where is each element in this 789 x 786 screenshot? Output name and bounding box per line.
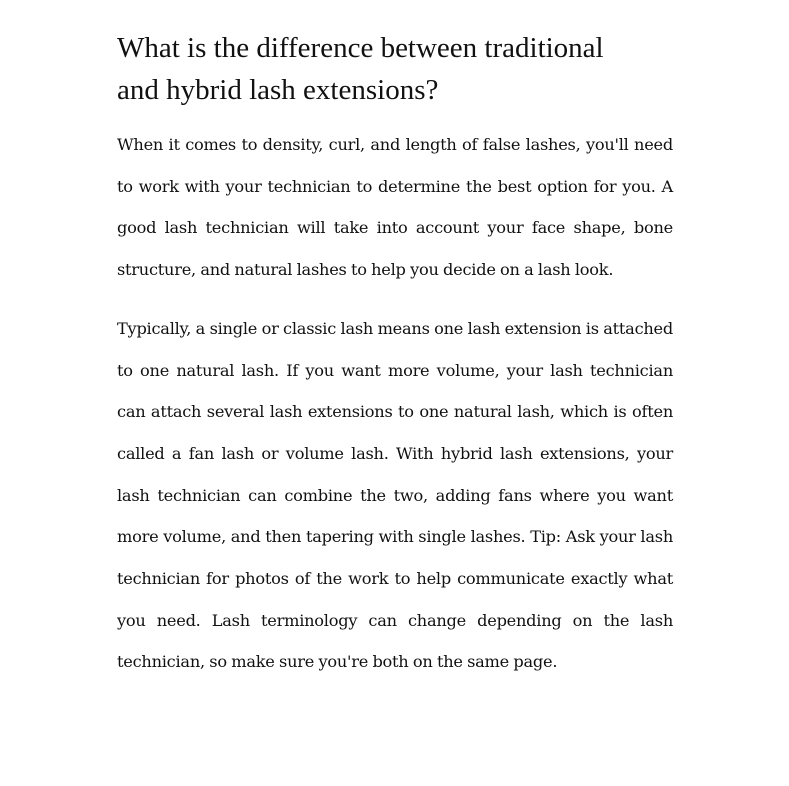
article-heading: What is the difference between traditional and hybrid lash extensions? [117,32,604,106]
article-paragraph-2: Typically, a single or classic lash means one lash extension is attached to one natural lash. If you want more volume, your lash technician can attach several lash extensions to one natural lash, which is often called a fan lash or volume lash. With hybrid lash extensions, your lash technician can combine the two, adding fans where you want more volume, and then tapering with single lashes. Tip: Ask your lash technician for photos of the work to help communicate exactly what you need. Lash terminology can change depending on the lash technician, so make sure you're both on the same page. [117,318,673,672]
article-paragraph-1: When it comes to density, curl, and length of false lashes, you'll need to work with your technician to determine the best option for you. A good lash technician will take into account your face shape, bone structure, and natural lashes to help you decide on a lash look. [117,135,673,280]
article [117,27,673,700]
